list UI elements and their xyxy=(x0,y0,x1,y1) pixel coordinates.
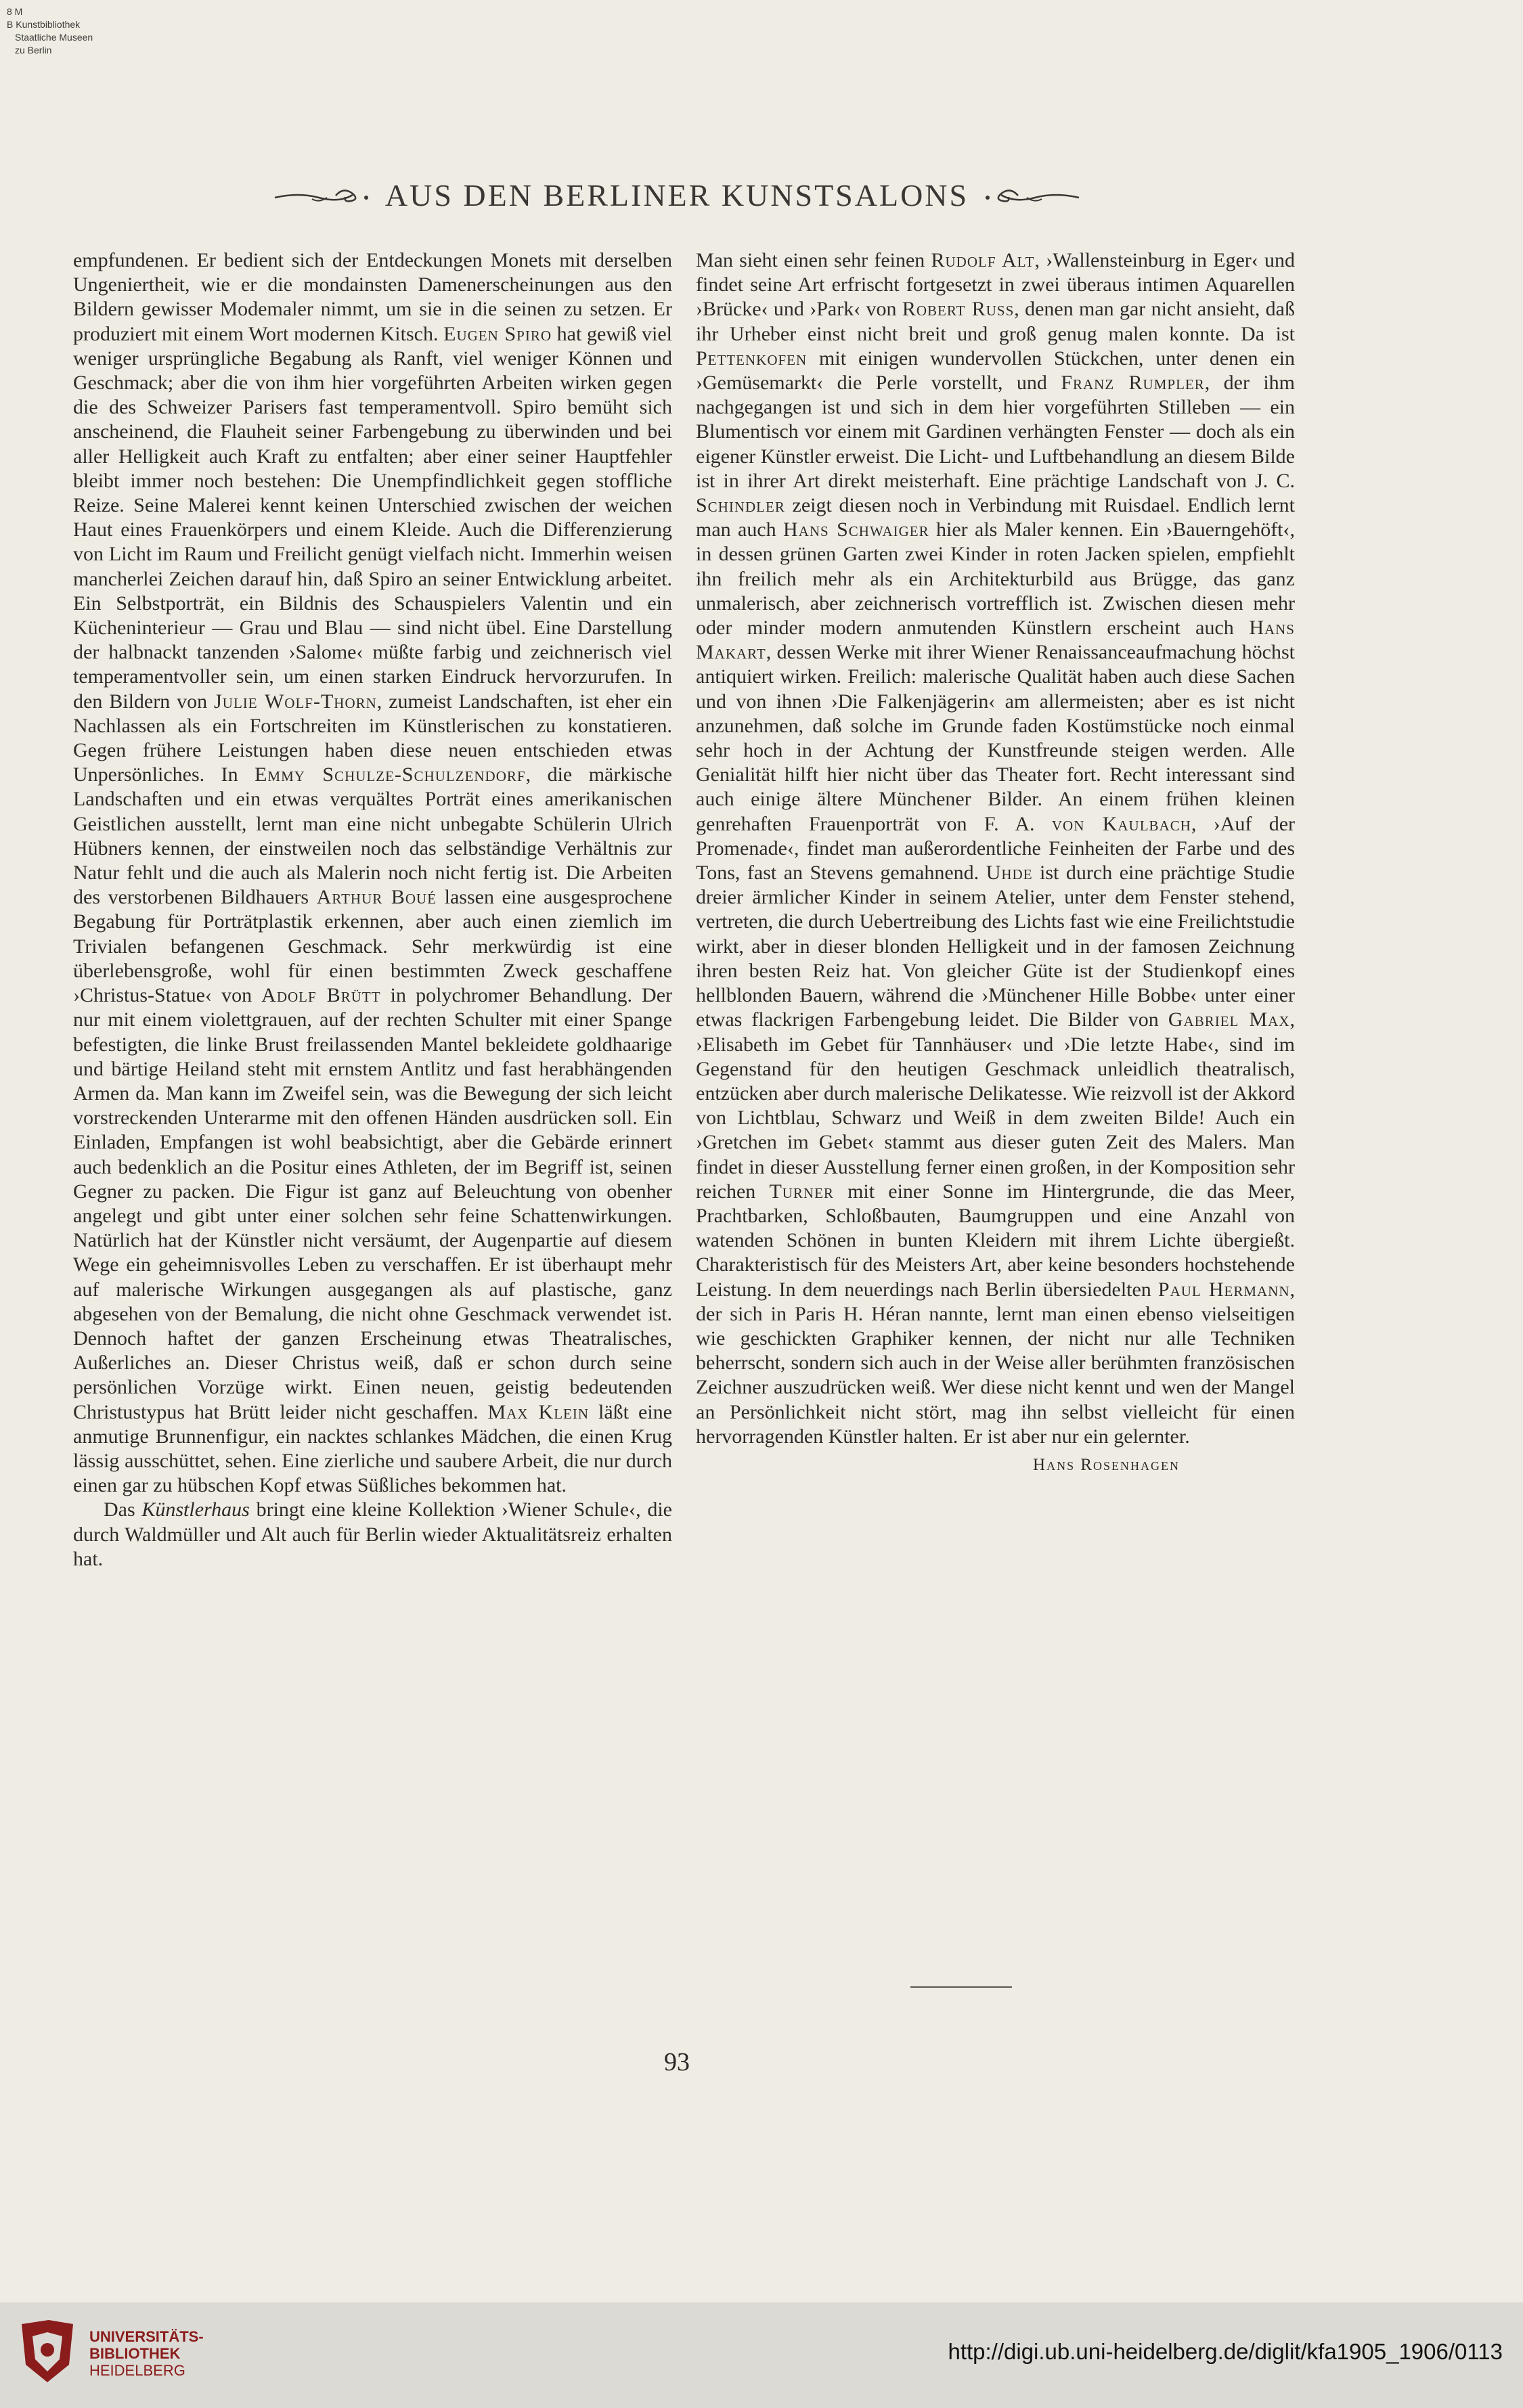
person-name: Robert Russ xyxy=(902,298,1015,321)
person-name: Paul Hermann xyxy=(1157,1278,1290,1301)
footer-bar xyxy=(0,2302,1523,2408)
person-name: Franz Rumpler xyxy=(1061,372,1205,395)
body-text: Das xyxy=(104,1498,142,1521)
logo-line: HEIDELBERG xyxy=(89,2362,185,2379)
library-seal-icon xyxy=(15,2317,80,2385)
body-text: , ›Wallensteinburg in Eger‹ und findet seine Art erfrischt fortgesetzt in zwei überaus intimen Aquarellen ›Brücke‹ und ›Park‹ von xyxy=(696,249,1295,321)
person-name: Adolf Brütt xyxy=(261,984,381,1007)
body-text: läßt eine anmutige Brunnenfigur, ein nacktes schlankes Mädchen, die einen Krug lässig ausschüttet, sehen. Eine zierliche und saubere Arbeit, die nur durch einen gar zu hübschen Kopf etwas Süßliches bekommen hat. xyxy=(73,1400,672,1497)
body-text: , denen man gar nicht ansieht, daß ihr Urheber einst nicht breit und groß genug malen konnte. Da ist xyxy=(696,298,1295,345)
body-text: , zumeist Landschaften, ist eher ein Nachlassen als ein Fortschreiten im Künstlerischen zu konstatieren. Gegen frühere Leistungen haben diese neuen entschieden etwas Unpersönliches. In xyxy=(73,690,672,786)
stamp-line: Staatliche Museen xyxy=(15,32,93,43)
person-name: Hans Schwaiger xyxy=(783,518,929,541)
right-text-column xyxy=(696,248,1295,1477)
library-stamp xyxy=(7,5,93,57)
stamp-line: B Kunstbibliothek xyxy=(7,19,81,30)
stamp-line: 8 M xyxy=(7,6,23,17)
body-text: ist durch eine prächtige Studie dreier ärmlicher Kinder in seinem Atelier, unter dem Fenster stehend, vertreten, die durch Uebertreibung des Lichts fast wie eine Freilichtstudie wirkt, aber in dieser blonden Helligkeit und in der famosen Zeichnung ihren besten Reiz hat. Von gleicher Güte ist der Studienkopf eines hellblonden Bauern, während die ›Münchener Hille Bobbe‹ unter einer etwas flackrigen Farbengebung leidet. Die Bilder von xyxy=(696,862,1295,1031)
right-ornament-icon xyxy=(981,185,1082,206)
logo-line: BIBLIOTHEK xyxy=(89,2345,181,2362)
person-name: Rudolf Alt xyxy=(931,249,1035,271)
person-name: Eugen Spiro xyxy=(443,322,552,345)
body-text: mit einigen wundervollen Stückchen, unter denen ein ›Gemüsemarkt‹ die Perle vorstellt, und xyxy=(696,347,1295,395)
person-name: von Kaulbach xyxy=(1051,812,1191,835)
body-text: , dessen Werke mit ihrer Wiener Renaissanceaufmachung höchst antiquiert wirken. Freilich: malerische Qualität haben auch diese Sachen und von ihnen ›Die Falkenjägerin‹ am allermeisten; aber es ist nicht anzunehmen, daß solche im Grunde faden Kostümstücke noch einmal sehr hoch in der Achtung der Kunstfreunde steigen werden. Alle Genialität hilft hier nicht über das Theater fort. Recht interessant sind auch einige ältere Münchener Bilder. An einem frühen kleinen genrehaften Frauenporträt von F. A. xyxy=(696,641,1295,835)
person-name: Pettenkofen xyxy=(696,347,808,370)
body-text: hat gewiß viel weniger ursprüngliche Begabung als Ranft, viel weniger Können und Geschmack; aber die von ihm hier vorgeführten Arbeiten wirken gegen die des Schweizer Parisers fast temperamentvoll. Spiro bemüht sich anscheinend, die Flauheit seiner Farbengebung zu überwinden und bei aller Helligkeit auch Kraft zu entfalten; aber einer seiner Hauptfehler bleibt immer noch bestehen: Die Unempfindlichkeit gegen stoffliche Reize. Seine Malerei kennt keinen Unterschied zwischen der weichen Haut eines Frauenkörpers und einem Kleide. Auch die Differenzierung von Licht im Raum und Freilicht genügt vielfach nicht. Immerhin weisen mancherlei Zeichen darauf hin, daß Spiro an seiner Entwicklung arbeitet. Ein Selbstporträt, ein Bildnis des Schauspielers Valentin und ein Kücheninterieur — Grau und Blau — sind nicht übel. Eine Darstellung der halbnackt tanzenden ›Salome‹ müßte farbig und zeichnerisch viel temperamentvoller sein, um einen starken Eindruck hervorzurufen. In den Bildern von xyxy=(73,322,672,713)
closing-rule xyxy=(910,1986,1012,1988)
body-text: , ›Elisabeth im Gebet für Tannhäuser‹ und ›Die letzte Habe‹, sind im Gegenstand für den heutigen Geschmack unleidlich theatralisch, entzücken aber durch malerische Delikatesse. Wie reizvoll ist der Akkord von Lichtblau, Schwarz und Weiß in dem zweiten Bilde! Auch ein ›Gretchen im Gebet‹ stammt aus dieser guten Zeit des Malers. Man findet in dieser Ausstellung ferner einen großen, in der Komposition sehr reichen xyxy=(696,1008,1296,1203)
body-text: Man sieht einen sehr feinen xyxy=(696,249,931,271)
person-name: Uhde xyxy=(986,862,1033,885)
person-name: Emmy Schulze-Schulzendorf xyxy=(255,763,526,786)
emphasis-text: Künstlerhaus xyxy=(141,1498,250,1521)
body-text: , der ihm nachgegangen ist und sich in dem hier vorgeführten Stilleben — ein Blumentisch vor einem mit Gardinen verhängten Fenster — doch als ein eigener Künstler erweist. Die Licht- und Luftbehandlung an diesem Bilde ist in ihrer Art direkt meisterhaft. Eine prächtige Landschaft von J. C. xyxy=(696,372,1295,492)
left-text-column xyxy=(73,248,672,1571)
stamp-line: zu Berlin xyxy=(15,45,52,55)
body-text: mit einer Sonne im Hintergrunde, die das Meer, Prachtbarken, Schloßbauten, Baumgruppen und eine Anzahl von watenden Schönen in bunten Kleidern mit ihrem Lichte übergießt. Charakteristisch für des Meisters Art, aber keine besonders hochstehende Leistung. In dem neuerdings nach Berlin übersiedelten xyxy=(696,1180,1295,1301)
paragraph xyxy=(73,1498,672,1571)
person-name: Hans Makart xyxy=(696,617,1295,664)
body-text: , ›Auf der Promenade‹, findet man außerordentliche Feinheiten der Farbe und des Tons, fast an Stevens gemahnend. xyxy=(696,812,1296,885)
body-text: hier als Maler kennen. Ein ›Bauerngehöft‹, in dessen grünen Garten zwei Kinder in roten Jacken spielen, empfiehlt ihn freilich mehr als ein Architekturbild aus Brügge, das ganz unmalerisch, aber zeichnerisch vortrefflich ist. Zwischen diesen mehr oder minder modern anmutenden Künstlern erscheint auch xyxy=(696,518,1296,640)
page-number: 93 xyxy=(664,2048,690,2076)
body-text: zeigt diesen noch in Verbindung mit Ruisdael. Endlich lernt man auch xyxy=(696,494,1295,541)
person-name: Turner xyxy=(769,1180,834,1203)
library-logo xyxy=(15,2317,204,2385)
logo-line: UNIVERSITÄTS- xyxy=(89,2328,204,2345)
person-name: Julie Wolf-Thorn xyxy=(214,690,377,713)
body-text: , der sich in Paris H. Héran nannte, lernt man einen ebenso vielseitigen wie geschickten Graphiker kennen, der nicht nur alle Techniken beherrscht, sondern sich auch in der Weise aller berühmten französischen Zeichner auszudrücken weiß. Wer diese nicht kennt und wen der Mangel an Persönlichkeit nicht stört, mag ihn selbst vielleicht für einen hervorragenden Künstler halten. Er ist aber nur ein gelernter. xyxy=(696,1278,1296,1448)
paragraph xyxy=(696,248,1295,1449)
body-text: in polychromer Behandlung. Der nur mit einem violettgrauen, auf der rechten Schulter mit einer Spange befestigten, die linke Brust freilassenden Mantel bekleidete goldhaarige und bärtige Heiland steht mit ernstem Antlitz und fast herabhängenden Armen da. Man kann im Zweifel sein, was die Bewegung der sich leicht vorstreckenden Unterarme mit den offenen Händen ausdrücken soll. Ein Einladen, Empfangen ist wohl beabsichtigt, aber die Gebärde erinnert auch bedenklich an die Positur eines Athleten, der im Begriff ist, seinen Gegner zu packen. Die Figur ist ganz auf Beleuchtung von obenher angelegt und gibt unter einer solchen sehr feine Schattenwirkungen. Natürlich hat der Künstler nicht versäumt, der Augenpartie auf diesem Wege ein geheimnisvolles Leben zu verschaffen. Er ist überhaupt mehr auf malerische Wirkungen ausgegangen als auf plastische, ganz abgesehen von der Bemalung, die nicht ohne Geschmack verwendet ist. Dennoch haftet der ganzen Erscheinung etwas Theatralisches, Außerliches an. Dieser Christus weiß, daß er schon durch seine persönlichen Vorzüge wirkt. Einen neuen, geistig bedeutenden Christustypus hat Brütt leider nicht geschaffen. xyxy=(73,984,673,1423)
header-title: AUS DEN BERLINER KUNSTSALONS xyxy=(384,178,969,213)
running-header xyxy=(0,177,1354,213)
author-signature: Hans Rosenhagen xyxy=(1033,1455,1180,1474)
body-text: bringt eine kleine Kollektion ›Wiener Schule‹, die durch Waldmüller und Alt auch für Berlin wieder Aktualitätsreiz erhalten hat. xyxy=(73,1498,672,1570)
person-name: Schindler xyxy=(696,494,785,517)
body-text: , die märkische Landschaften und ein etwas verquältes Porträt eines amerikanischen Geistlichen ausstellt, lernt man eine nicht unbegabte Schülerin Ulrich Hübners kennen, der einstweilen noch das selbständige Verhältnis zur Natur fehlt und die auch als Malerin noch nicht fertig ist. Die Arbeiten des verstorbenen Bildhauers xyxy=(73,763,672,909)
left-ornament-icon xyxy=(271,185,373,206)
source-url-link[interactable]: http://digi.ub.uni-heidelberg.de/diglit/kfa1905_1906/0113 xyxy=(948,2339,1503,2364)
person-name: Arthur Boué xyxy=(316,886,437,909)
person-name: Max Klein xyxy=(487,1400,590,1423)
body-text: empfundenen. Er bedient sich der Entdeckungen Monets mit derselben Ungeniertheit, wie er die mondainsten Damenerscheinungen aus den Bildern gewisser Modemaler nimmt, um sie in die seinen zu setzen. Er produziert mit einem Wort modernen Kitsch. xyxy=(73,249,672,345)
person-name: Gabriel Max xyxy=(1168,1008,1290,1031)
body-text: lassen eine ausgesprochene Begabung für Porträtplastik erkennen, aber auch einen ziemlich im Trivialen befangenen Geschmack. Sehr merkwürdig ist eine überlebensgroße, wohl für einen bestimmten Zweck geschaffene ›Christus-Statue‹ von xyxy=(73,886,673,1007)
paragraph xyxy=(73,248,672,1498)
